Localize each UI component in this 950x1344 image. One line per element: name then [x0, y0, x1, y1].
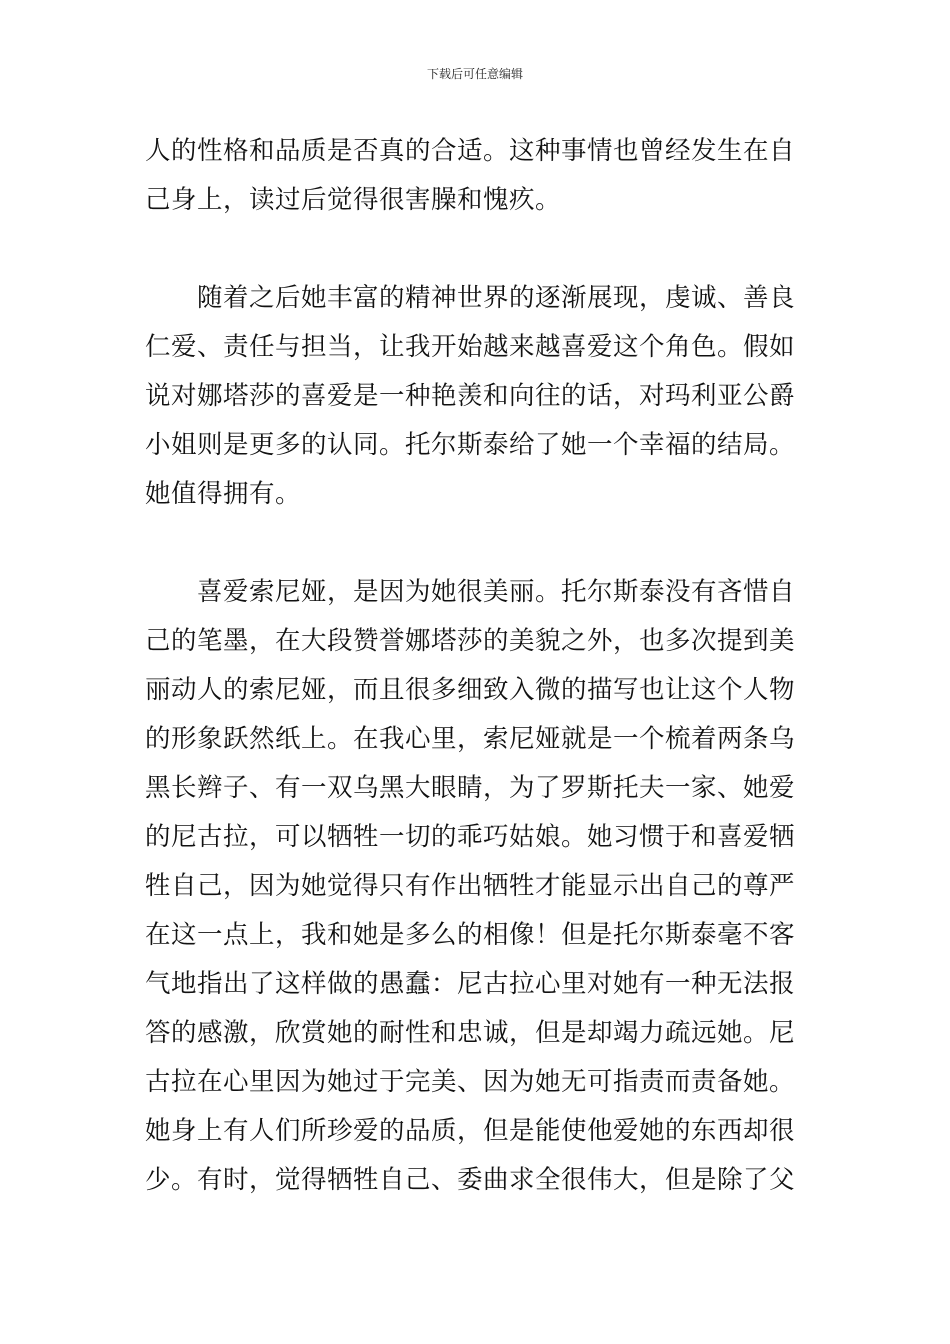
text-line: 己身上，读过后觉得很害臊和愧疚。 [145, 185, 562, 215]
text-line: 随着之后她丰富的精神世界的逐渐展现，虔诚、善良 [197, 283, 796, 313]
paragraph [145, 127, 807, 225]
page-header: 下载后可任意编辑 [426, 67, 523, 81]
paragraph [145, 274, 807, 519]
text-line: 牲自己，因为她觉得只有作出牺牲才能显示出自己的尊严 [145, 871, 796, 901]
text-line: 小姐则是更多的认同。托尔斯泰给了她一个幸福的结局。 [145, 430, 796, 460]
text-line: 在这一点上，我和她是多么的相像！但是托尔斯泰毫不客 [145, 920, 796, 950]
text-line: 她值得拥有。 [145, 479, 302, 509]
text-line: 答的感激，欣赏她的耐性和忠诚，但是却竭力疏远她。尼 [145, 1018, 796, 1048]
text-line: 黑长辫子、有一双乌黑大眼睛，为了罗斯托夫一家、她爱 [145, 773, 796, 803]
text-line: 丽动人的索尼娅，而且很多细致入微的描写也让这个人物 [145, 675, 796, 705]
text-line: 喜爱索尼娅，是因为她很美丽。托尔斯泰没有吝惜自 [197, 577, 796, 607]
text-line: 少。有时，觉得牺牲自己、委曲求全很伟大，但是除了父 [145, 1165, 796, 1195]
text-line: 的形象跃然纸上。在我心里，索尼娅就是一个梳着两条乌 [145, 724, 796, 754]
paragraph-gap [145, 225, 807, 274]
text-line: 的尼古拉，可以牺牲一切的乖巧姑娘。她习惯于和喜爱牺 [145, 822, 796, 852]
text-line: 说对娜塔莎的喜爱是一种艳羡和向往的话，对玛利亚公爵 [145, 381, 796, 411]
text-line: 气地指出了这样做的愚蠢：尼古拉心里对她有一种无法报 [145, 969, 796, 999]
paragraph-gap [145, 519, 807, 568]
text-line: 她身上有人们所珍爱的品质，但是能使他爱她的东西却很 [145, 1116, 796, 1146]
paragraph [145, 568, 807, 1205]
text-line: 己的笔墨，在大段赞誉娜塔莎的美貌之外，也多次提到美 [145, 626, 796, 656]
text-line: 古拉在心里因为她过于完美、因为她无可指责而责备她。 [145, 1067, 796, 1097]
text-line: 仁爱、责任与担当，让我开始越来越喜爱这个角色。假如 [145, 332, 796, 362]
text-line: 人的性格和品质是否真的合适。这种事情也曾经发生在自 [145, 136, 796, 166]
document-body [145, 127, 807, 1205]
